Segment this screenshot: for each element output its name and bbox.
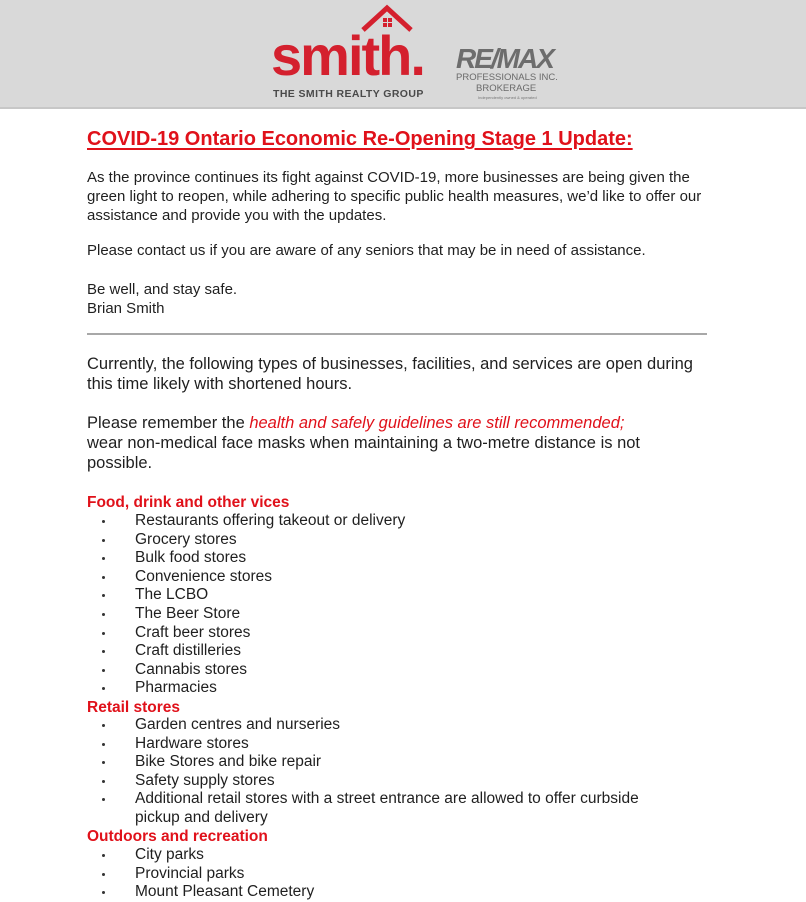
section-title-food: Food, drink and other vices <box>87 494 290 511</box>
remax-logo-line3: Independently owned & operated <box>478 95 537 100</box>
list-item: Craft beer stores <box>87 624 727 643</box>
smith-realty-logo <box>271 4 439 102</box>
list-item: Safety supply stores <box>87 772 727 791</box>
list-item: Grocery stores <box>87 531 727 550</box>
body-paragraph-1: Currently, the following types of businesses, facilities, and services are open during this time likely with shortened hours. <box>87 355 693 393</box>
list-item: Provincial parks <box>87 865 727 884</box>
list-item: The Beer Store <box>87 605 727 624</box>
list-item: Restaurants offering takeout or delivery <box>87 512 727 531</box>
page-title: COVID-19 Ontario Economic Re-Opening Stage 1 Update: <box>87 128 633 150</box>
remax-logo-line2: BROKERAGE <box>476 83 537 94</box>
list-item: Bulk food stores <box>87 549 727 568</box>
section-title-outdoors: Outdoors and recreation <box>87 828 268 845</box>
remax-logo <box>452 44 558 102</box>
remax-logo-word: RE/MAX <box>456 43 553 74</box>
list-item: City parks <box>87 846 727 865</box>
smith-logo-word: smith. <box>271 24 424 87</box>
body-paragraph-2 <box>87 413 707 473</box>
list-item: Additional retail stores with a street entrance are allowed to offer curbside pickup and delivery <box>87 790 665 827</box>
list-item: Convenience stores <box>87 568 727 587</box>
list-item: Pharmacies <box>87 679 727 698</box>
signature-name: Brian Smith <box>87 300 165 317</box>
guidelines-prefix: Please remember the <box>87 414 250 432</box>
retail-list <box>87 716 727 828</box>
list-item: Craft distilleries <box>87 642 727 661</box>
intro-paragraph-2: Please contact us if you are aware of any seniors that may be in need of assistance. <box>87 242 646 259</box>
guidelines-highlight: health and safely guidelines are still recommended; <box>249 414 625 432</box>
list-item: Hardware stores <box>87 735 727 754</box>
list-item: Bike Stores and bike repair <box>87 753 727 772</box>
section-title-retail: Retail stores <box>87 699 181 716</box>
remax-logo-line1: PROFESSIONALS INC. <box>456 72 558 83</box>
food-list <box>87 512 727 698</box>
outdoors-list <box>87 846 727 902</box>
signoff-text: Be well, and stay safe. <box>87 281 238 298</box>
list-item: Garden centres and nurseries <box>87 716 727 735</box>
header-divider <box>0 107 806 109</box>
list-item: The LCBO <box>87 586 727 605</box>
intro-paragraph-1: As the province continues its fight against COVID-19, more businesses are being given the green light to reopen, while adhering to specific public health measures, we’d like to offer our assistance and provide you with the updates. <box>87 169 702 224</box>
section-divider <box>87 333 707 335</box>
guidelines-suffix: wear non-medical face masks when maintaining a two-metre distance is not possible. <box>87 434 641 472</box>
smith-logo-subtitle: THE SMITH REALTY GROUP <box>273 88 424 100</box>
list-item: Cannabis stores <box>87 661 727 680</box>
list-item: Mount Pleasant Cemetery <box>87 883 727 902</box>
